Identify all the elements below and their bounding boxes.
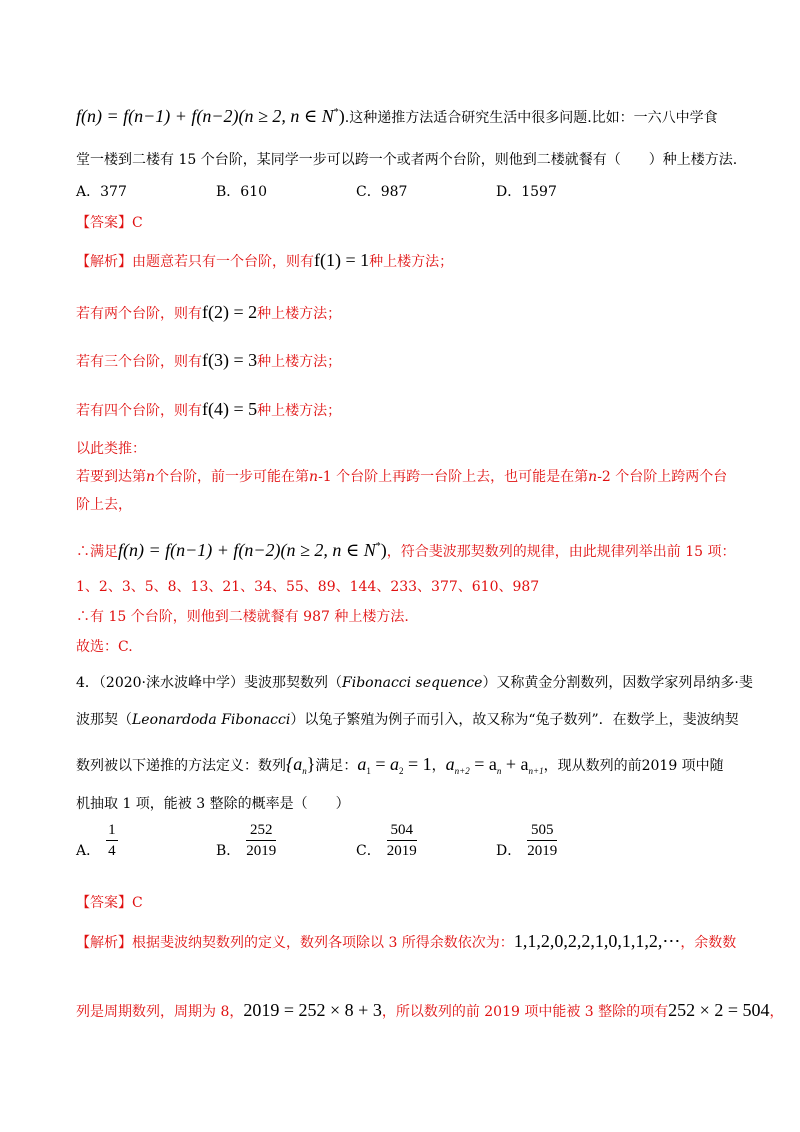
q3-answer: 【答案】C xyxy=(76,215,143,231)
var-n: n xyxy=(309,469,319,485)
option-value: 377 xyxy=(100,184,127,200)
fraction xyxy=(106,822,118,859)
q4-line4: 机抽取 1 项，能被 3 整除的概率是（ ） xyxy=(76,796,350,812)
formula-close: ) xyxy=(338,106,345,126)
option-label: D． xyxy=(496,184,522,200)
denominator: 2019 xyxy=(386,843,417,859)
q4-text: ）又称黄金分割数列，因数学家列昂纳多·斐 xyxy=(482,675,753,691)
fraction xyxy=(527,822,557,859)
math-f2: f(2) = 2 xyxy=(202,302,258,322)
sub-n: n xyxy=(496,766,502,776)
remainder-sequence: 1,1,2,0,2,2,1,0,1,1,2,⋯ xyxy=(513,931,681,951)
numerator: 1 xyxy=(106,822,118,841)
q3-analysis-line4 xyxy=(76,399,341,421)
analysis-text: 种上楼方法； xyxy=(369,254,454,270)
q3-analysis-line2 xyxy=(76,302,341,324)
q3-option-b xyxy=(216,182,267,202)
analysis-text: ， xyxy=(769,1004,784,1020)
seq-sub: n xyxy=(302,766,307,776)
q4-options xyxy=(76,822,726,866)
math-2019: 2019 = 252 × 8 + 3 xyxy=(243,1000,382,1020)
option-value: 1597 xyxy=(521,184,557,200)
option-label: C． xyxy=(356,842,381,859)
q4-italic: Fibonacci sequence xyxy=(342,675,483,691)
initial-condition: $a_1 = a_2 = 1$ xyxy=(357,754,432,776)
var-n: n xyxy=(588,469,598,485)
analysis-text: ，余数数 xyxy=(680,935,737,951)
seq-a: {a xyxy=(286,754,303,774)
q4-analysis-line2 xyxy=(76,1000,783,1022)
option-label: B． xyxy=(216,184,241,200)
formula-text: f(n) = f(n−1) + f(n−2)(n ≥ 2, n ∈ N xyxy=(118,540,376,560)
q3-option-a xyxy=(76,182,127,202)
formula-sup: * xyxy=(375,541,381,552)
q3-line2: 堂一楼到二楼有 15 个台阶，某同学一步可以跨一个或者两个台阶，则他到二楼就餐有（ ）种上楼方法. xyxy=(76,152,738,168)
q4-line2 xyxy=(76,710,739,730)
recurrence-formula-2 xyxy=(118,540,387,560)
option-label: A． xyxy=(76,842,101,859)
option-label: C． xyxy=(356,184,381,200)
math-a: a xyxy=(445,754,455,774)
q4-line1 xyxy=(76,673,753,693)
comma: ， xyxy=(431,758,446,774)
q3-analysis-line1 xyxy=(76,250,453,272)
analysis-text: 个台阶，前一步可能在第 xyxy=(155,469,310,485)
denominator: 4 xyxy=(108,843,116,859)
analysis-text: 若有三个台阶，则有 xyxy=(76,354,202,370)
option-label: A． xyxy=(76,184,101,200)
seq-close: } xyxy=(306,754,316,774)
analysis-text: 若有四个台阶，则有 xyxy=(76,403,202,419)
q4-text: ）以兔子繁殖为例子而引入，故又称为“兔子数列”．在数学上，斐波纳契 xyxy=(290,712,739,728)
analysis-text: ，所以数列的前 2019 项中能被 3 整除的项有 xyxy=(381,1004,669,1020)
q4-text: 数列被以下递推的方法定义：数列 xyxy=(76,758,286,774)
denominator: 2019 xyxy=(246,843,277,859)
math-f1: f(1) = 1 xyxy=(314,250,370,270)
analysis-text: 若有两个台阶，则有 xyxy=(76,306,202,322)
q3-analysis-line6 xyxy=(76,467,727,487)
q4-italic: Leonardoda Fibonacci xyxy=(132,712,291,728)
denominator: 2019 xyxy=(527,843,558,859)
option-value: 610 xyxy=(240,184,268,200)
sub-2: 2 xyxy=(399,766,404,776)
q4-option-a xyxy=(76,822,118,861)
q3-option-d xyxy=(496,182,557,202)
q3-analysis-line7: 阶上去， xyxy=(76,497,132,513)
math-eq: = a xyxy=(469,754,497,774)
q3-analysis-line8 xyxy=(76,537,735,562)
analysis-text: -1 个台阶上再跨一台阶上去，也可能是在第 xyxy=(318,469,589,485)
analysis-text: -2 个台阶上跨两个台 xyxy=(597,469,728,485)
q4-answer: 【答案】C xyxy=(76,895,143,911)
analysis-text: ∴满足 xyxy=(76,544,118,560)
analysis-text: 种上楼方法； xyxy=(257,354,342,370)
math-a: a xyxy=(390,754,399,774)
analysis-tag: 【解析】 xyxy=(76,254,132,270)
sub-1: 1 xyxy=(366,766,371,776)
q4-option-c xyxy=(356,822,417,861)
numerator: 252 xyxy=(246,822,276,841)
q3-analysis-line11: 故选：C. xyxy=(76,639,133,655)
recurrence-relation xyxy=(446,754,544,774)
option-value: 987 xyxy=(380,184,408,200)
q3-analysis-line9: 1、2、3、5、8、13、21、34、55、89、144、233、377、610、987 xyxy=(76,579,540,595)
q3-analysis-line5: 以此类推： xyxy=(76,441,146,457)
analysis-text: 若要到达第 xyxy=(76,469,146,485)
option-label: D． xyxy=(496,842,522,859)
math-a: a xyxy=(357,754,367,774)
q4-line3 xyxy=(76,754,724,781)
q4-text: 波那契（ xyxy=(76,712,132,728)
q3-analysis-line3 xyxy=(76,350,341,372)
numerator: 505 xyxy=(527,822,557,841)
sub-n2: n+2 xyxy=(454,766,470,776)
q4-text: 满足： xyxy=(315,758,358,774)
analysis-text: ，符合斐波那契数列的规律，由此规律列举出前 15 项： xyxy=(386,544,736,560)
q3-analysis-line10: ∴有 15 个台阶，则他到二楼就餐有 987 种上楼方法. xyxy=(76,609,409,625)
analysis-text: 根据斐波纳契数列的定义，数列各项除以 3 所得余数依次为： xyxy=(132,935,514,951)
q3-option-c xyxy=(356,182,407,202)
fraction xyxy=(387,822,417,859)
q4-option-d xyxy=(496,822,557,861)
sub-n1: n+1 xyxy=(528,766,544,776)
recurrence-formula xyxy=(76,106,345,126)
var-n: n xyxy=(146,469,156,485)
analysis-text: 种上楼方法； xyxy=(257,306,342,322)
math-504: 252 × 2 = 504 xyxy=(668,1000,770,1020)
analysis-tag: 【解析】 xyxy=(76,935,132,951)
q3-options xyxy=(76,182,726,202)
math-plus: + a xyxy=(501,754,529,774)
analysis-text: 由题意若只有一个台阶，则有 xyxy=(132,254,314,270)
sequence-symbol xyxy=(286,754,315,774)
math-f4: f(4) = 5 xyxy=(202,399,258,419)
option-label: B． xyxy=(216,842,241,859)
q3-line1 xyxy=(76,103,718,128)
q4-text: ，现从数列的前2019 项中随 xyxy=(543,758,724,774)
fraction xyxy=(246,822,276,859)
formula-text: f(n) = f(n−1) + f(n−2)(n ≥ 2, n ∈ N xyxy=(76,106,334,126)
formula-sup: * xyxy=(333,107,339,118)
q4-analysis-line1 xyxy=(76,931,736,953)
numerator: 504 xyxy=(387,822,417,841)
analysis-text: 种上楼方法； xyxy=(257,403,342,419)
formula-close: ) xyxy=(380,540,387,560)
q3-line1-text: .这种递推方法适合研究生活中很多问题.比如：一六八中学食 xyxy=(344,110,718,126)
math-f3: f(3) = 3 xyxy=(202,350,258,370)
q4-text: 4．（2020·涞水波峰中学）斐波那契数列（ xyxy=(76,675,342,691)
q4-option-b xyxy=(216,822,276,861)
analysis-text: 列是周期数列，周期为 8， xyxy=(76,1004,244,1020)
